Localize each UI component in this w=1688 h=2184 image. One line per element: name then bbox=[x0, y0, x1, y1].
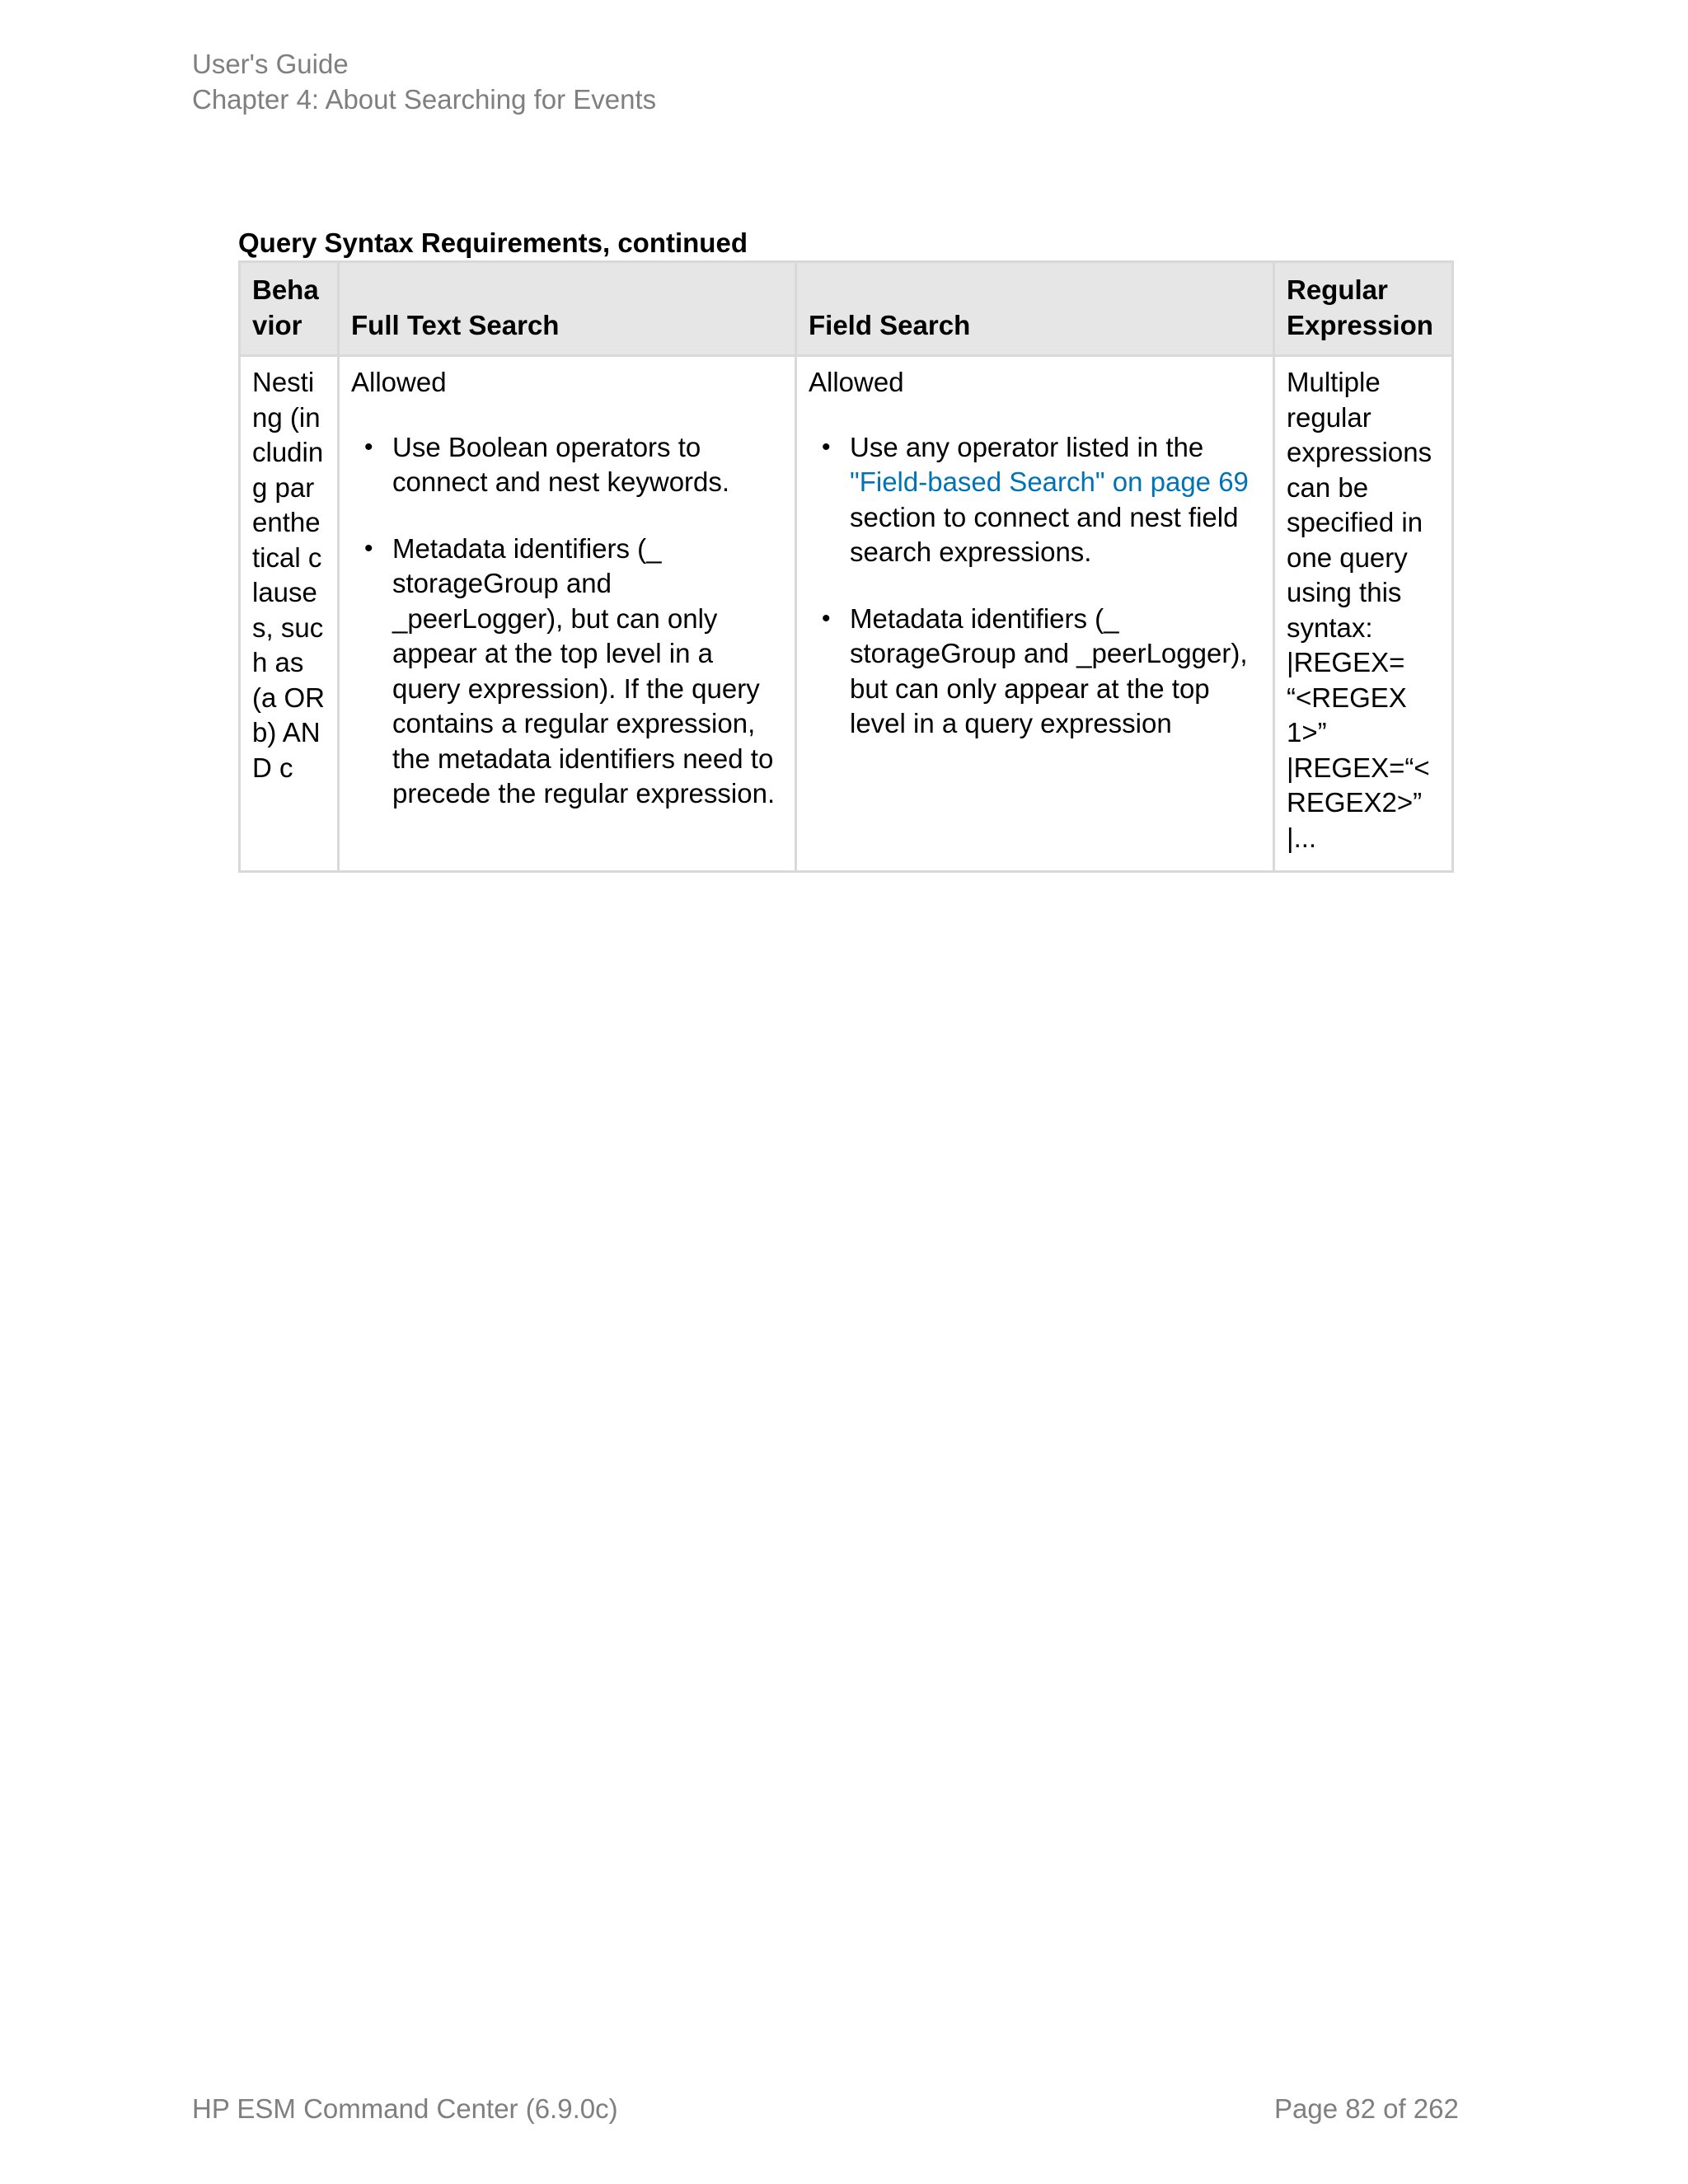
bullet-icon: • bbox=[364, 534, 373, 562]
header-full-text-search: Full Text Search bbox=[339, 262, 796, 356]
cell-field-search bbox=[796, 356, 1274, 872]
chapter-title: Chapter 4: About Searching for Events bbox=[192, 84, 657, 115]
bullet-icon: • bbox=[822, 433, 831, 461]
table-row bbox=[240, 356, 1453, 872]
full-text-allowed: Allowed bbox=[351, 367, 447, 397]
field-based-search-link[interactable]: "Field-based Search" on page 69 bbox=[850, 466, 1249, 497]
guide-title: User's Guide bbox=[192, 49, 349, 79]
field-allowed: Allowed bbox=[809, 367, 904, 397]
cell-regular-expression: Multiple regular expressions can be specified in one query using this syntax: |REGEX= “<REGEX 1>” |REGEX=“< REGEX2>” |... bbox=[1274, 356, 1453, 872]
field-bullet-list bbox=[809, 430, 1261, 742]
list-item: • Use Boolean operators to connect and nest keywords. bbox=[364, 431, 730, 497]
query-syntax-table bbox=[238, 260, 1454, 873]
header-behavior: Behavior bbox=[240, 262, 339, 356]
table-header-row bbox=[240, 262, 1453, 356]
header-regular-expression: Regular Expression bbox=[1274, 262, 1453, 356]
running-header bbox=[192, 46, 656, 117]
full-text-bullet-list bbox=[351, 430, 783, 812]
list-item: • Metadata identifiers (_ storageGroup and _peerLogger), but can only appear at the top level in a query expression). If the query contains a regular expression, the metadata identifiers need to precede the regular expression. bbox=[364, 532, 776, 808]
bullet-icon: • bbox=[364, 433, 373, 461]
cell-behavior-nesting: Nesting (including parenthetical clauses, such as (a OR b) AND c bbox=[240, 356, 339, 872]
header-field-search: Field Search bbox=[796, 262, 1274, 356]
list-item: • Metadata identifiers (_ storageGroup and _peerLogger), but can only appear at the top level in a query expression bbox=[822, 602, 1248, 738]
list-item: • Use any operator listed in the "Field-based Search" on page 69 section to connect and nest field search expressions. bbox=[822, 431, 1249, 567]
footer-product: HP ESM Command Center (6.9.0c) bbox=[192, 2093, 618, 2124]
table-caption: Query Syntax Requirements, continued bbox=[238, 227, 748, 258]
bullet-icon: • bbox=[822, 604, 831, 632]
footer-page-number: Page 82 of 262 bbox=[1274, 2093, 1459, 2124]
cell-full-text-search bbox=[339, 356, 796, 872]
